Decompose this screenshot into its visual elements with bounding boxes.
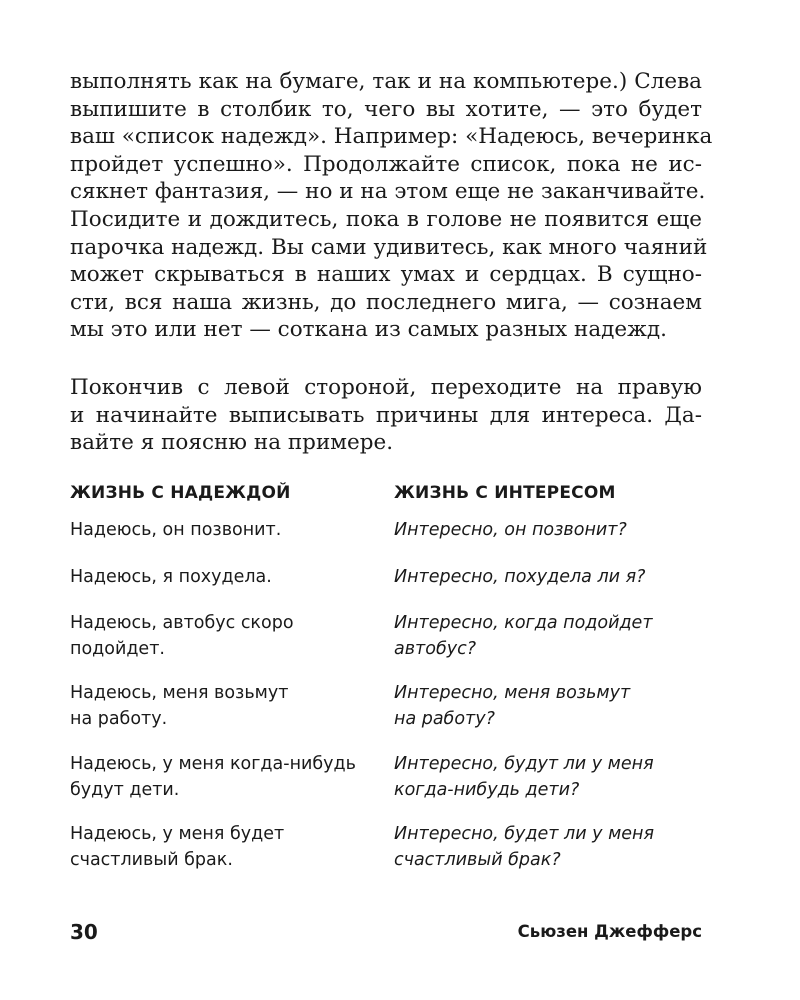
- text-line: и начинайте выписывать причины для интереса. Да-: [70, 402, 702, 428]
- running-footer-author: Сьюзен Джефферс: [517, 922, 702, 941]
- text-line: Посидите и дождитесь, пока в голове не появится еще: [70, 206, 702, 232]
- text-line: выпишите в столбик то, чего вы хотите, — это будет: [70, 96, 702, 122]
- text-line: выполнять как на бумаге, так и на компьютере.) Слева: [70, 69, 702, 94]
- text-line: может скрываться в наших умах и сердцах. В сущно-: [70, 262, 702, 288]
- hope-statement: Надеюсь, у меня будет счастливый брак.: [70, 824, 285, 870]
- text-line: парочка надежд. Вы сами удивитесь, как много чаяний: [70, 234, 708, 260]
- text-line: Покончив с левой стороной, переходите на правую: [70, 375, 702, 400]
- paragraph-transition: [70, 374, 702, 457]
- interest-statement: Интересно, он позвонит?: [394, 520, 627, 540]
- text-line: сти, вся наша жизнь, до последнего мига, — сознаем: [70, 289, 702, 315]
- text-line: ваш «список надежд». Например: «Надеюсь, вечеринка: [70, 124, 713, 150]
- paragraph-intro: [70, 68, 713, 344]
- hope-statement: Надеюсь, автобус скоро подойдет.: [70, 613, 294, 659]
- text-line: сякнет фантазия, — но и на этом еще не заканчивайте.: [70, 179, 706, 205]
- interest-statement: Интересно, будут ли у меня когда-нибудь дети?: [394, 754, 654, 800]
- interest-statement: Интересно, когда подойдет автобус?: [394, 613, 653, 659]
- page-number: 30: [70, 920, 98, 944]
- interest-statement: Интересно, будет ли у меня счастливый брак?: [394, 824, 655, 870]
- interest-statement: Интересно, похудела ли я?: [394, 567, 646, 587]
- hope-statement: Надеюсь, я похудела.: [70, 567, 272, 587]
- column-header-hope: ЖИЗНЬ С НАДЕЖДОЙ: [70, 483, 291, 503]
- hope-statement: Надеюсь, у меня когда-нибудь будут дети.: [70, 754, 356, 800]
- text-line: вайте я поясню на примере.: [70, 430, 394, 456]
- text-line: пройдет успешно». Продолжайте список, пока не ис-: [70, 151, 702, 177]
- column-header-interest: ЖИЗНЬ С ИНТЕРЕСОМ: [394, 483, 616, 503]
- hope-statement: Надеюсь, меня возьмут на работу.: [70, 683, 289, 729]
- hope-statement: Надеюсь, он позвонит.: [70, 520, 282, 540]
- interest-statement: Интересно, меня возьмут на работу?: [394, 683, 631, 729]
- text-line: мы это или нет — соткана из самых разных надежд.: [70, 317, 667, 343]
